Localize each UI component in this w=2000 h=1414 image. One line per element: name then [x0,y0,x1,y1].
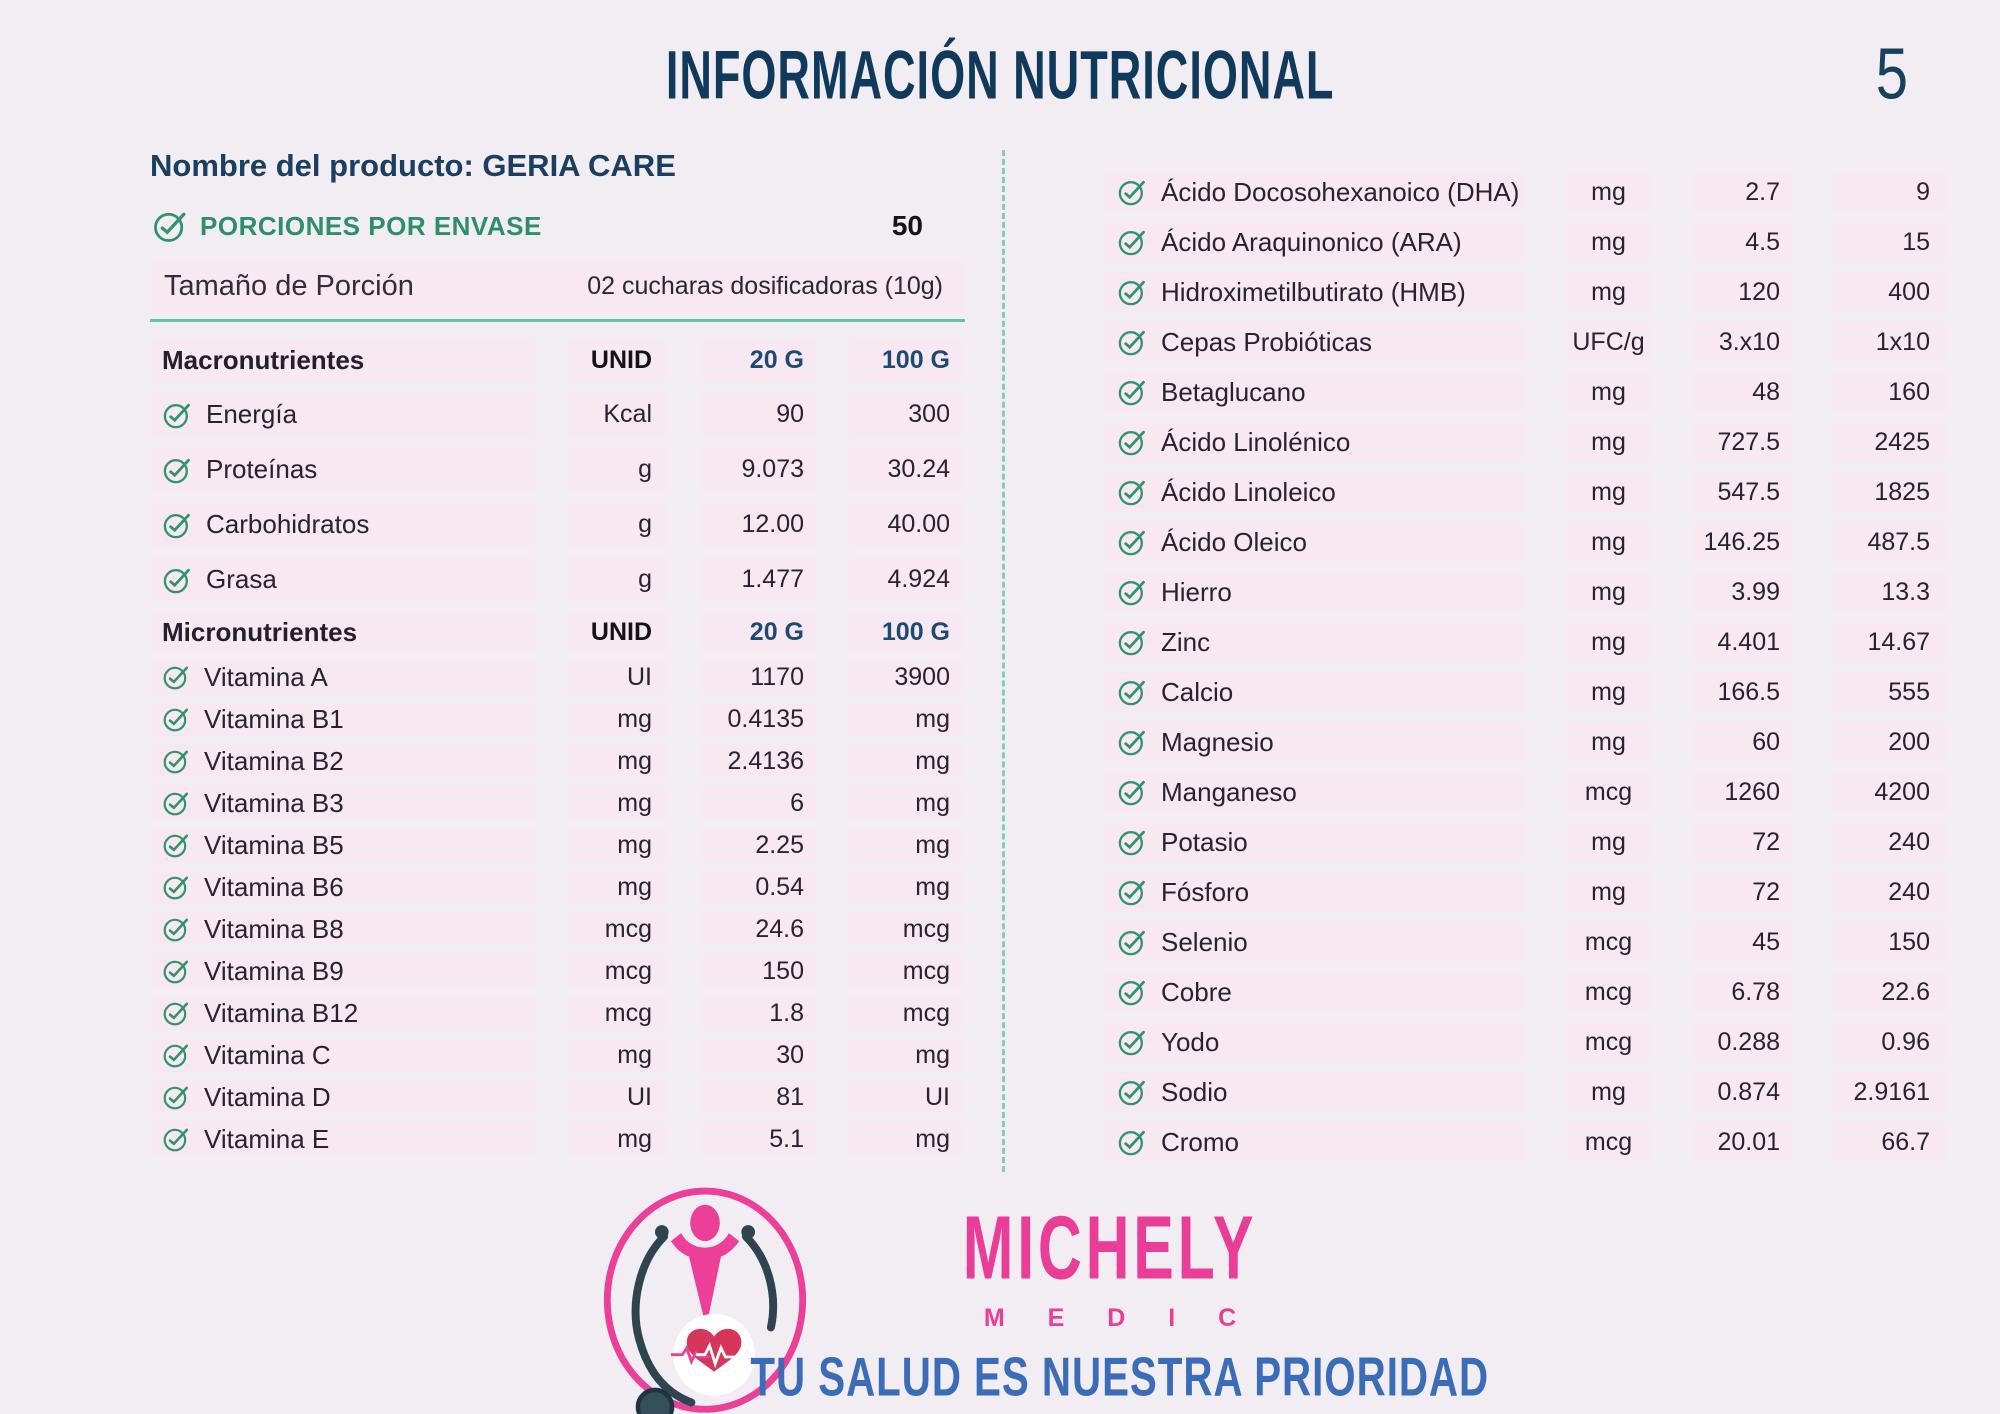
value-100g: 400 [1833,272,1948,312]
value-100g: mg [849,870,964,904]
table-row [150,1122,965,1156]
nutrient-unit: mcg [568,954,668,988]
nutrient-name: Proteínas [206,454,318,484]
nutrient-unit: mg [1566,672,1651,712]
value-20g: 4.5 [1692,222,1792,262]
check-icon [1117,327,1147,357]
check-icon [1117,277,1147,307]
table-row [150,786,965,820]
micro-header-100g: 100 G [849,612,964,652]
servings-label: PORCIONES POR ENVASE [200,210,542,241]
check-icon [162,747,190,775]
nutrient-name: Vitamina A [204,661,328,692]
nutrient-unit: mg [568,1122,668,1156]
nutrient-name: Carbohidratos [206,509,370,539]
table-row [150,870,965,904]
nutrient-unit: mg [1566,422,1651,462]
value-20g: 3.99 [1692,572,1792,612]
value-20g: 2.4136 [701,744,816,778]
micro-header-unit: UNID [568,612,668,652]
nutrient-name: Ácido Oleico [1161,526,1307,557]
check-icon [162,1125,190,1153]
nutrient-name: Vitamina B6 [204,871,344,902]
portion-size-row [150,260,965,312]
check-icon [1117,727,1147,757]
micro-header-20g: 20 G [701,612,816,652]
nutrient-name: Hidroximetilbutirato (HMB) [1161,276,1466,307]
nutrient-unit: mg [1566,222,1651,262]
footer [0,1178,2000,1414]
table-row [1105,1072,1950,1112]
table-row [150,1080,965,1114]
value-100g: mg [849,1038,964,1072]
value-20g: 146.25 [1692,522,1792,562]
check-icon [1117,677,1147,707]
check-icon [1117,227,1147,257]
page-number: 5 [1875,33,1908,115]
value-100g: 200 [1833,722,1948,762]
value-20g: 0.874 [1692,1072,1792,1112]
check-icon [1117,1027,1147,1057]
nutrient-name: Vitamina B9 [204,955,344,986]
value-20g: 1260 [1692,772,1792,812]
value-100g: 22.6 [1833,972,1948,1012]
nutrient-unit: g [568,447,668,492]
nutrient-name: Vitamina B8 [204,913,344,944]
micronutrients-table [150,612,965,1156]
nutrient-unit: mcg [1566,972,1651,1012]
value-100g: 2425 [1833,422,1948,462]
value-100g: mcg [849,996,964,1030]
check-icon [1117,777,1147,807]
table-row [1105,722,1950,762]
nutrient-name: Vitamina B2 [204,745,344,776]
check-icon [162,455,192,485]
check-icon [162,1041,190,1069]
nutrient-name: Vitamina E [204,1123,330,1154]
table-row [1105,922,1950,962]
brand-block [870,1178,1350,1333]
check-icon [162,663,190,691]
value-100g: 15 [1833,222,1948,262]
nutrient-unit: mcg [1566,1022,1651,1062]
value-100g: 3900 [849,660,964,694]
nutrient-unit: mcg [1566,772,1651,812]
macro-header-20g: 20 G [701,339,816,382]
value-20g: 120 [1692,272,1792,312]
value-20g: 24.6 [701,912,816,946]
table-row [1105,472,1950,512]
servings-value: 50 [891,210,923,241]
nutrient-name: Ácido Araquinonico (ARA) [1161,226,1462,257]
nutrient-name: Betaglucano [1161,376,1306,407]
value-100g: 160 [1833,372,1948,412]
nutrient-unit: mg [568,744,668,778]
value-20g: 150 [701,954,816,988]
check-icon [1117,877,1147,907]
value-20g: 547.5 [1692,472,1792,512]
micronutrients-header-row [150,612,965,652]
value-20g: 20.01 [1692,1122,1792,1162]
value-100g: mg [849,744,964,778]
value-20g: 0.4135 [701,702,816,736]
nutrient-name: Zinc [1161,626,1211,657]
table-row [1105,772,1950,812]
value-20g: 727.5 [1692,422,1792,462]
table-row [150,828,965,862]
nutrient-name: Ácido Linoleico [1161,476,1336,507]
check-icon [1117,1127,1147,1157]
value-100g: mg [849,1122,964,1156]
table-row [1105,272,1950,312]
check-icon [162,999,190,1027]
value-100g: 240 [1833,872,1948,912]
value-20g: 0.54 [701,870,816,904]
value-100g: UI [849,1080,964,1114]
check-icon [162,789,190,817]
value-100g: 1x10 [1833,322,1948,362]
nutrient-unit: mg [1566,372,1651,412]
nutrient-unit: mg [1566,622,1651,662]
divider-rule [150,319,965,322]
value-20g: 3.x10 [1692,322,1792,362]
nutrient-name: Hierro [1161,576,1232,607]
table-row [1105,572,1950,612]
check-icon [1117,477,1147,507]
nutrient-unit: mg [1566,872,1651,912]
nutrient-name: Potasio [1161,826,1248,857]
nutrient-unit: mcg [568,912,668,946]
nutrient-name: Cromo [1161,1126,1240,1157]
nutrient-unit: mcg [1566,922,1651,962]
value-100g: 14.67 [1833,622,1948,662]
check-icon [162,400,192,430]
micronutrient-rows [150,660,965,1156]
nutrient-unit: g [568,502,668,547]
table-row [150,744,965,778]
nutrient-name: Vitamina C [204,1039,331,1070]
nutrient-name: Vitamina B3 [204,787,344,818]
value-20g: 81 [701,1080,816,1114]
table-row [1105,1022,1950,1062]
table-row [1105,422,1950,462]
value-20g: 0.288 [1692,1022,1792,1062]
brand-subtitle: M E D I C [983,1304,1255,1332]
nutrient-unit: mg [1566,1072,1651,1112]
nutrient-unit: mg [1566,272,1651,312]
table-row [150,1038,965,1072]
value-20g: 9.073 [701,447,816,492]
value-20g: 45 [1692,922,1792,962]
check-icon [162,957,190,985]
table-row [1105,822,1950,862]
value-20g: 166.5 [1692,672,1792,712]
nutrient-name: Grasa [206,564,277,594]
nutrient-unit: mcg [568,996,668,1030]
value-100g: 0.96 [1833,1022,1948,1062]
table-row [150,392,965,437]
check-icon [1117,827,1147,857]
value-20g: 72 [1692,872,1792,912]
check-icon [162,831,190,859]
value-20g: 90 [701,392,816,437]
table-row [1105,972,1950,1012]
check-icon [1117,527,1147,557]
brand-name: MICHELY [962,1197,1258,1299]
nutrient-name: Yodo [1161,1026,1220,1057]
check-icon [1117,977,1147,1007]
nutrient-name: Fósforo [1161,876,1250,907]
check-icon [162,565,192,595]
nutrient-unit: mcg [1566,1122,1651,1162]
value-20g: 6.78 [1692,972,1792,1012]
table-row [1105,672,1950,712]
micro-header-name: Micronutrientes [150,612,535,652]
nutrient-unit: mg [1566,522,1651,562]
check-icon [162,915,190,943]
table-row [150,557,965,602]
nutrient-name: Energía [206,399,298,429]
nutrient-name: Vitamina B5 [204,829,344,860]
nutrient-unit: g [568,557,668,602]
table-row [1105,1122,1950,1162]
check-icon [162,705,190,733]
portion-size-value: 02 cucharas dosificadoras (10g) [587,271,943,300]
nutrient-unit: UI [568,660,668,694]
table-row [1105,322,1950,362]
column-divider [1002,150,1005,1172]
table-row [150,447,965,492]
additional-nutrients-table [1105,172,1950,1162]
value-100g: 150 [1833,922,1948,962]
nutrient-unit: mg [1566,822,1651,862]
nutrient-unit: Kcal [568,392,668,437]
nutrient-unit: mg [568,1038,668,1072]
table-row [1105,222,1950,262]
check-icon [152,208,188,244]
page-title: INFORMACIÓN NUTRICIONAL [665,35,1335,114]
value-100g: 13.3 [1833,572,1948,612]
table-row [150,702,965,736]
check-icon [162,510,192,540]
nutrient-name: Selenio [1161,926,1248,957]
nutrient-unit: mg [1566,172,1651,212]
value-20g: 72 [1692,822,1792,862]
nutrient-name: Ácido Docosohexanoico (DHA) [1161,176,1520,207]
nutrient-name: Sodio [1161,1076,1228,1107]
nutrient-unit: mg [568,702,668,736]
value-100g: mcg [849,954,964,988]
nutrient-name: Vitamina D [204,1081,331,1112]
table-row [150,954,965,988]
nutrient-name: Ácido Linolénico [1161,426,1351,457]
value-20g: 6 [701,786,816,820]
value-20g: 4.401 [1692,622,1792,662]
macronutrient-rows [150,392,965,602]
value-20g: 2.25 [701,828,816,862]
nutrient-name: Vitamina B12 [204,997,359,1028]
right-column [1105,172,1950,1162]
left-column [150,148,965,1156]
check-icon [1117,427,1147,457]
value-20g: 48 [1692,372,1792,412]
nutrient-unit: mg [568,870,668,904]
check-icon [1117,927,1147,957]
nutrient-name: Vitamina B1 [204,703,344,734]
value-100g: 555 [1833,672,1948,712]
table-row [1105,872,1950,912]
check-icon [1117,577,1147,607]
check-icon [162,873,190,901]
value-100g: 4200 [1833,772,1948,812]
value-20g: 1170 [701,660,816,694]
macronutrients-table [150,339,965,602]
nutrient-unit: mg [1566,472,1651,512]
macro-header-100g: 100 G [849,339,964,382]
table-row [1105,372,1950,412]
value-20g: 12.00 [701,502,816,547]
value-100g: 40.00 [849,502,964,547]
nutrient-unit: mg [568,786,668,820]
table-row [150,660,965,694]
check-icon [1117,627,1147,657]
product-name: Nombre del producto: GERIA CARE [150,148,676,183]
table-row [150,996,965,1030]
value-20g: 5.1 [701,1122,816,1156]
nutrient-unit: mg [1566,572,1651,612]
nutrient-unit: mg [568,828,668,862]
check-icon [1117,1077,1147,1107]
value-100g: 4.924 [849,557,964,602]
value-100g: 2.9161 [1833,1072,1948,1112]
value-100g: 9 [1833,172,1948,212]
value-20g: 1.8 [701,996,816,1030]
value-100g: mcg [849,912,964,946]
value-100g: 240 [1833,822,1948,862]
nutrient-name: Cepas Probióticas [1161,326,1372,357]
nutrient-name: Manganeso [1161,776,1297,807]
nutrient-unit: mg [1566,722,1651,762]
value-100g: 1825 [1833,472,1948,512]
value-100g: 30.24 [849,447,964,492]
table-row [1105,522,1950,562]
value-100g: mg [849,702,964,736]
value-100g: 487.5 [1833,522,1948,562]
check-icon [1117,377,1147,407]
value-20g: 2.7 [1692,172,1792,212]
macro-header-name: Macronutrientes [150,339,535,382]
servings-row [150,208,965,244]
table-row [1105,172,1950,212]
brand-tagline: TU SALUD ES NUESTRA PRIORIDAD [750,1346,1490,1408]
nutrient-name: Calcio [1161,676,1234,707]
macronutrients-header-row [150,339,965,382]
value-20g: 1.477 [701,557,816,602]
value-100g: mg [849,786,964,820]
value-100g: 300 [849,392,964,437]
portion-size-label: Tamaño de Porción [164,269,414,302]
macro-header-unit: UNID [568,339,668,382]
nutrient-unit: UI [568,1080,668,1114]
check-icon [162,1083,190,1111]
nutrient-name: Magnesio [1161,726,1274,757]
value-100g: mg [849,828,964,862]
table-row [1105,622,1950,662]
nutrient-name: Cobre [1161,976,1232,1007]
table-row [150,502,965,547]
value-20g: 30 [701,1038,816,1072]
table-row [150,912,965,946]
value-100g: 66.7 [1833,1122,1948,1162]
check-icon [1117,177,1147,207]
value-20g: 60 [1692,722,1792,762]
nutrient-unit: UFC/g [1566,322,1651,362]
